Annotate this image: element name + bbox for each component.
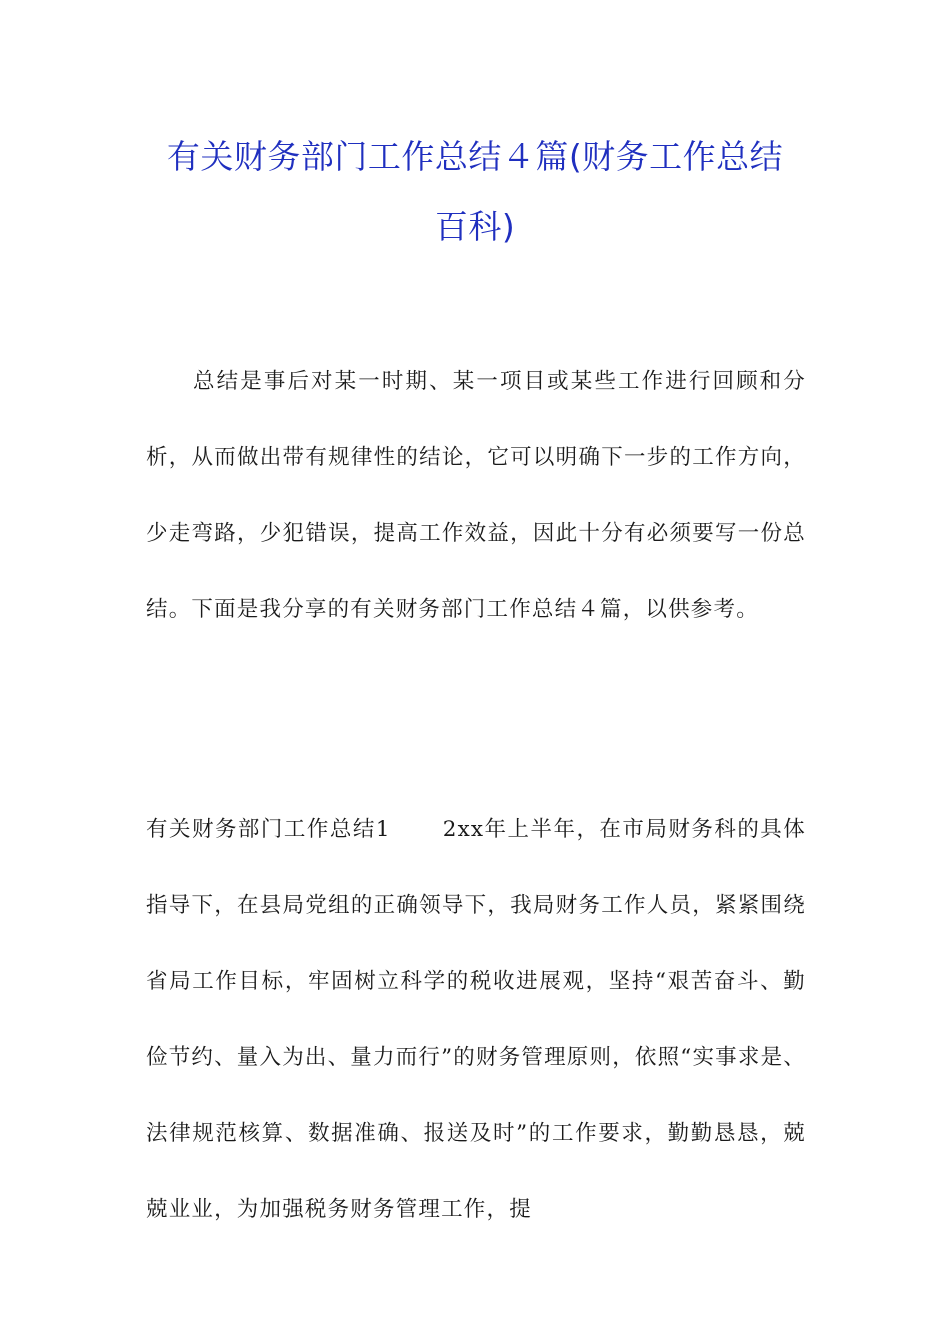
title-line-2: 百科): [434, 207, 516, 246]
section-1-paragraph: [146, 792, 806, 1248]
intro-paragraph: 总结是事后对某一时期、某一项目或某些工作进行回顾和分析，从而做出带有规律性的结论，它可以明确下一步的工作方向，少走弯路，少犯错误，提高工作效益，因此十分有必须要写一份总结。下面是我分享的有关财务部门工作总结４篇，以供参考。: [146, 368, 806, 622]
section-1-text: 2xx年上半年，在市局财务科的具体指导下，在县局党组的正确领导下，我局财务工作人员，紧紧围绕省局工作目标，牢固树立科学的税收进展观，坚持“艰苦奋斗、勤俭节约、量入为出、量力而行”的财务管理原则，依照“实事求是、法律规范核算、数据准确、报送及时”的工作要求，勤勤恳恳，兢兢业业，为加强税务财务管理工作，提: [146, 816, 806, 1222]
title-line-1: 有关财务部门工作总结４篇(财务工作总结: [166, 137, 784, 176]
document-title: [120, 122, 830, 262]
section-1-heading: 有关财务部门工作总结1: [146, 816, 391, 842]
